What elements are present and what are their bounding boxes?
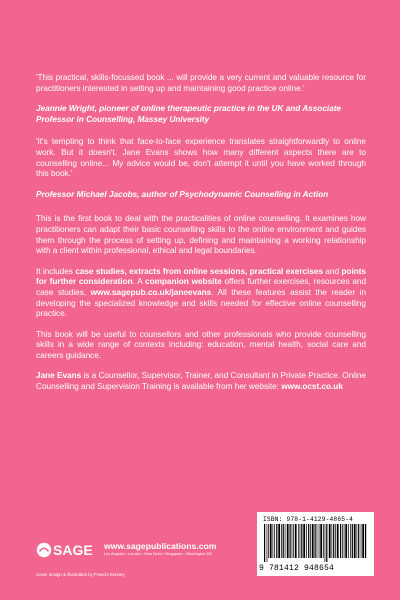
sage-logo-text: SAGE	[53, 542, 93, 558]
quote-2: 'It's tempting to think that face-to-face experience translates straightforwardly to online work. But it doesn't. Jane Evans shows how many different aspects there are to counselling online... My advice would be, don't attempt it until you have worked through this book.'	[36, 136, 366, 179]
isbn-label: ISBN: 978-1-4129-4865-4	[263, 516, 354, 523]
para2-mid2: offers further exercises, resources and case studies,	[36, 276, 367, 297]
publisher-cities: Los Angeles • London • New Delhi • Singapore • Washington DC	[104, 552, 213, 556]
description-paragraph-2	[36, 266, 366, 319]
para2-suffix: . All these features assist the reader in developing the specialized knowledge and skills needed for effective online counselling practice.	[36, 286, 366, 319]
quote-1: 'This practical, skills-focussed book ... will provide a very current and valuable resource for practitioners interested in setting up and maintaining good practice online.'	[36, 72, 366, 93]
author-bio	[36, 370, 366, 391]
description-paragraph-3: This book will be useful to counsellors and other professionals who provide counselling skills in a wide range of contexts including: education, mental health, social care and careers guidance.	[36, 328, 366, 360]
cover-credit: Cover design & illustration by Francis Kenney	[36, 572, 125, 577]
further-consideration: points for further consideration	[36, 265, 366, 287]
barcode-panel	[257, 512, 374, 576]
quote-1-attribution: Jeannie Wright, pioneer of online therapeutic practice in the UK and Associate Professor in Counselling, Massey University	[36, 103, 341, 124]
barcode-icon	[263, 524, 369, 562]
back-cover-text	[36, 72, 366, 402]
para2-mid1: . A	[132, 276, 145, 287]
quote-2-attribution: Professor Michael Jacobs, author of Psychodynamic Counselling in Action	[36, 188, 329, 199]
para2-prefix: It includes	[36, 265, 76, 276]
author-name: Jane Evans	[36, 370, 82, 381]
author-website: www.ocst.co.uk	[281, 381, 343, 392]
publisher-url: www.sagepublications.com	[104, 541, 217, 551]
description-paragraph-1: This is the first book to deal with the practicalities of online counselling. It examines how practitioners can adapt their basic counselling skills to the online environment and guides them through the process of setting up, defining and maintaining a working relationship with a client within professional, ethical and legal boundaries.	[36, 213, 366, 256]
companion-website: companion website	[145, 276, 222, 287]
companion-website-url: www.sagepub.co.uk/janeevans	[90, 286, 212, 297]
features-list: case studies, extracts from online sessions, practical exercises	[75, 265, 324, 276]
author-bio-text: is a Counsellor, Supervisor, Trainer, and Consultant in Private Practice. Online Counselling and Supervision Training is available from her website:	[36, 370, 366, 392]
barcode-number: 9 781412 948654	[259, 564, 335, 573]
para2-and: and	[323, 265, 342, 276]
sage-logo-icon	[36, 541, 98, 559]
